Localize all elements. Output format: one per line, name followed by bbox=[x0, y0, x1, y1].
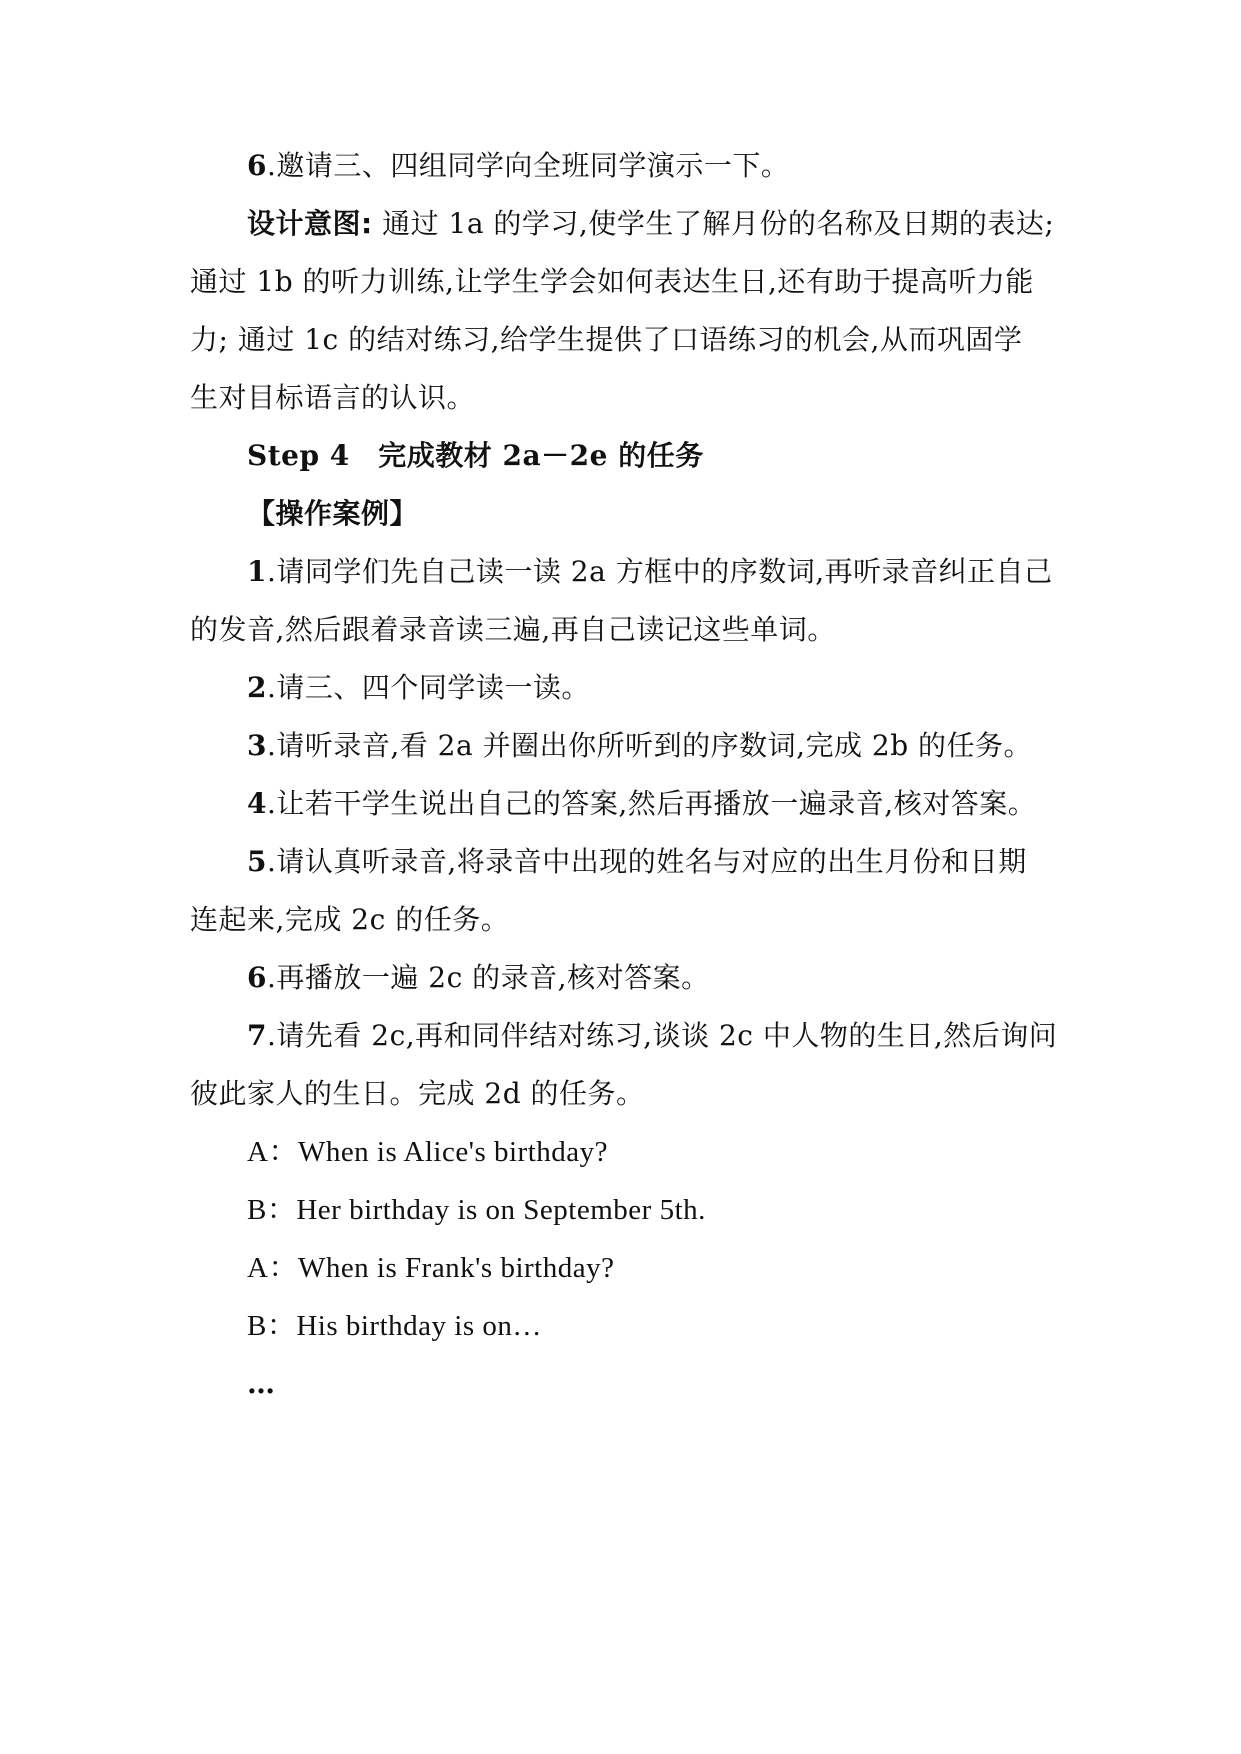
item-number: 3 bbox=[247, 729, 267, 762]
item-text: .让若干学生说出自己的答案,然后再播放一遍录音,核对答案。 bbox=[266, 787, 1037, 820]
item-7-line-2: 彼此家人的生日。完成 2d 的任务。 bbox=[190, 1077, 645, 1110]
item-text: .请听录音,看 2a 并圈出你所听到的序数词,完成 2b 的任务。 bbox=[266, 729, 1033, 762]
item-3 bbox=[247, 726, 1060, 766]
dialog-line: B：Her birthday is on September 5th. bbox=[247, 1194, 706, 1226]
design-intent-line-4: 生对目标语言的认识。 bbox=[190, 381, 476, 414]
item-number: 6 bbox=[247, 149, 267, 182]
item-6 bbox=[247, 958, 1060, 998]
item-number: 4 bbox=[247, 787, 267, 820]
item-text: .邀请三、四组同学向全班同学演示一下。 bbox=[266, 149, 790, 182]
design-intent-text: 通过 1a 的学习,使学生了解月份的名称及日期的表达; bbox=[382, 207, 1055, 240]
item-6-intro bbox=[247, 146, 1060, 186]
ellipsis: … bbox=[247, 1367, 277, 1400]
item-number: 1 bbox=[247, 555, 267, 588]
item-number: 7 bbox=[247, 1019, 267, 1052]
item-1-line-2: 的发音,然后跟着录音读三遍,再自己读记这些单词。 bbox=[190, 613, 836, 646]
item-text: .请先看 2c,再和同伴结对练习,谈谈 2c 中人物的生日,然后询问 bbox=[266, 1019, 1058, 1052]
item-2 bbox=[247, 668, 1060, 708]
item-text: .请三、四个同学读一读。 bbox=[266, 671, 590, 704]
dialog-line: B：His birthday is on… bbox=[247, 1310, 542, 1342]
item-text: .请同学们先自己读一读 2a 方框中的序数词,再听录音纠正自己 bbox=[266, 555, 1053, 588]
design-intent-line-1 bbox=[247, 204, 1060, 244]
item-4 bbox=[247, 784, 1060, 824]
dialog-line: A：When is Alice's birthday? bbox=[247, 1136, 609, 1168]
design-intent-line-3: 力; 通过 1c 的结对练习,给学生提供了口语练习的机会,从而巩固学 bbox=[190, 323, 1023, 356]
design-intent-line-2: 通过 1b 的听力训练,让学生学会如何表达生日,还有助于提高听力能 bbox=[190, 265, 1034, 298]
case-label: 【操作案例】 bbox=[247, 497, 419, 530]
item-text: .再播放一遍 2c 的录音,核对答案。 bbox=[266, 961, 710, 994]
step4-heading: Step 4 完成教材 2a－2e 的任务 bbox=[247, 439, 704, 472]
item-5-line-2: 连起来,完成 2c 的任务。 bbox=[190, 903, 510, 936]
item-5-line-1 bbox=[247, 842, 1060, 882]
item-number: 6 bbox=[247, 961, 267, 994]
item-7-line-1 bbox=[247, 1016, 1060, 1056]
design-intent-label: 设计意图: bbox=[247, 207, 373, 240]
item-1-line-1 bbox=[247, 552, 1060, 592]
item-text: .请认真听录音,将录音中出现的姓名与对应的出生月份和日期 bbox=[266, 845, 1027, 878]
dialog-line: A：When is Frank's birthday? bbox=[247, 1252, 615, 1284]
item-number: 5 bbox=[247, 845, 267, 878]
item-number: 2 bbox=[247, 671, 267, 704]
